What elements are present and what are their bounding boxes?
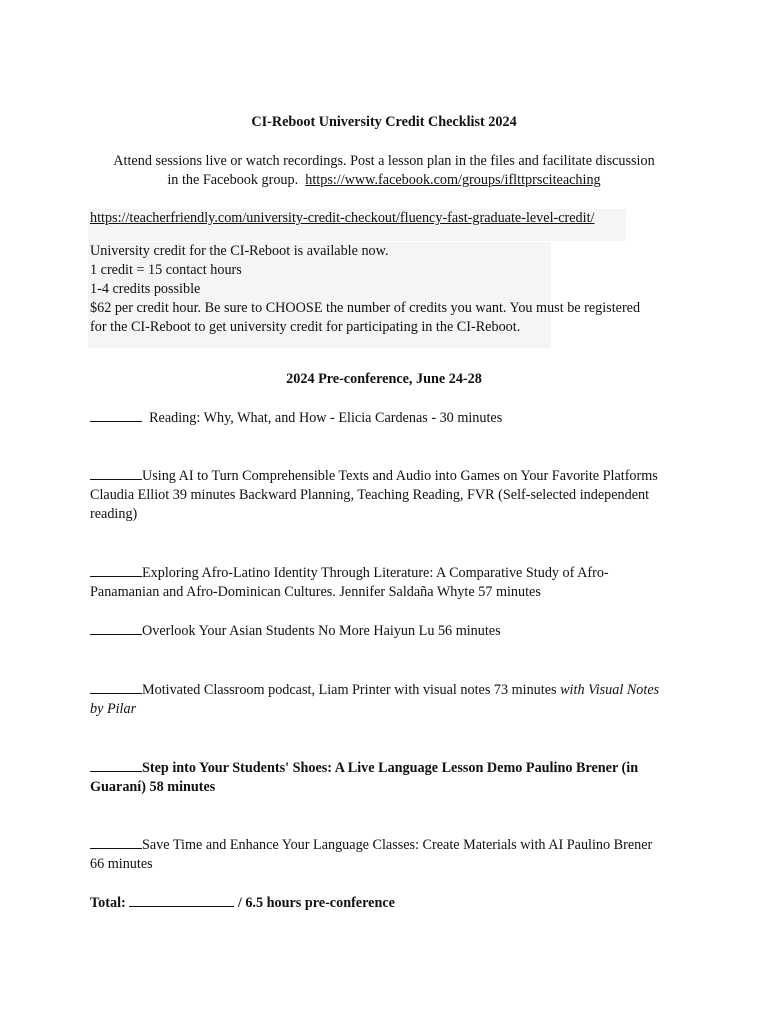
checkbox-blank[interactable] <box>90 408 142 422</box>
session-italic-note: with Visual Notes by Pilar <box>90 682 660 717</box>
session-item <box>90 758 685 797</box>
session-item <box>90 621 680 641</box>
session-item <box>90 563 650 602</box>
session-item <box>90 680 665 719</box>
session-item <box>90 835 655 874</box>
intro-line-1: Attend sessions live or watch recordings. Post a lesson plan in the files and facilitate discussion <box>113 153 655 169</box>
checkbox-blank[interactable] <box>90 621 142 635</box>
total-line <box>90 893 680 913</box>
section-title: 2024 Pre-conference, June 24-28 <box>286 371 482 387</box>
session-item <box>90 466 680 524</box>
credit-info-line-5: for the CI-Reboot to get university credit for participating in the CI-Reboot. <box>90 319 521 335</box>
document-title: CI-Reboot University Credit Checklist 2024 <box>251 114 517 130</box>
credit-info-line-2: 1 credit = 15 contact hours <box>90 262 242 278</box>
credit-info-line-3: 1-4 credits possible <box>90 281 201 297</box>
checkbox-blank[interactable] <box>90 563 142 577</box>
total-suffix: / 6.5 hours pre-conference <box>234 895 395 911</box>
total-blank[interactable] <box>129 893 234 907</box>
credit-info-line-4: $62 per credit hour. Be sure to CHOOSE the number of credits you want. You must be registered <box>90 300 641 316</box>
checkbox-blank[interactable] <box>90 835 142 849</box>
checkbox-blank[interactable] <box>90 680 142 694</box>
intro-line-2-text: in the Facebook group. <box>167 172 299 188</box>
credit-checkout-link[interactable]: https://teacherfriendly.com/university-credit-checkout/fluency-fast-graduate-level-credit/ <box>90 210 595 226</box>
credit-info <box>90 242 690 337</box>
session-text: Exploring Afro-Latino Identity Through Literature: A Comparative Study of Afro-Panamanian and Afro-Dominican Cultures. Jennifer Saldaña Whyte 57 minutes <box>90 565 609 600</box>
session-text: Motivated Classroom podcast, Liam Printer with visual notes 73 minutes <box>142 682 561 698</box>
total-label: Total: <box>90 895 126 911</box>
checkbox-blank[interactable] <box>90 758 142 772</box>
credit-info-line-1: University credit for the CI-Reboot is available now. <box>90 243 389 259</box>
facebook-group-link[interactable]: https://www.facebook.com/groups/iflttprsciteaching <box>305 172 601 188</box>
session-text: Using AI to Turn Comprehensible Texts and Audio into Games on Your Favorite Platforms Claudia Elliot 39 minutes Backward Planning, Teaching Reading, FVR (Self-selected independent reading) <box>90 468 658 522</box>
session-text: Step into Your Students' Shoes: A Live Language Lesson Demo Paulino Brener (in Guaraní) 58 minutes <box>90 760 639 795</box>
checkbox-blank[interactable] <box>90 466 142 480</box>
credit-link-block <box>88 209 626 241</box>
session-text: Overlook Your Asian Students No More Haiyun Lu 56 minutes <box>142 623 501 639</box>
intro-line-2 <box>0 171 768 190</box>
session-text: Save Time and Enhance Your Language Classes: Create Materials with AI Paulino Brener 66 minutes <box>90 837 653 872</box>
session-item <box>90 408 680 428</box>
session-text: Reading: Why, What, and How - Elicia Cardenas - 30 minutes <box>145 410 503 426</box>
